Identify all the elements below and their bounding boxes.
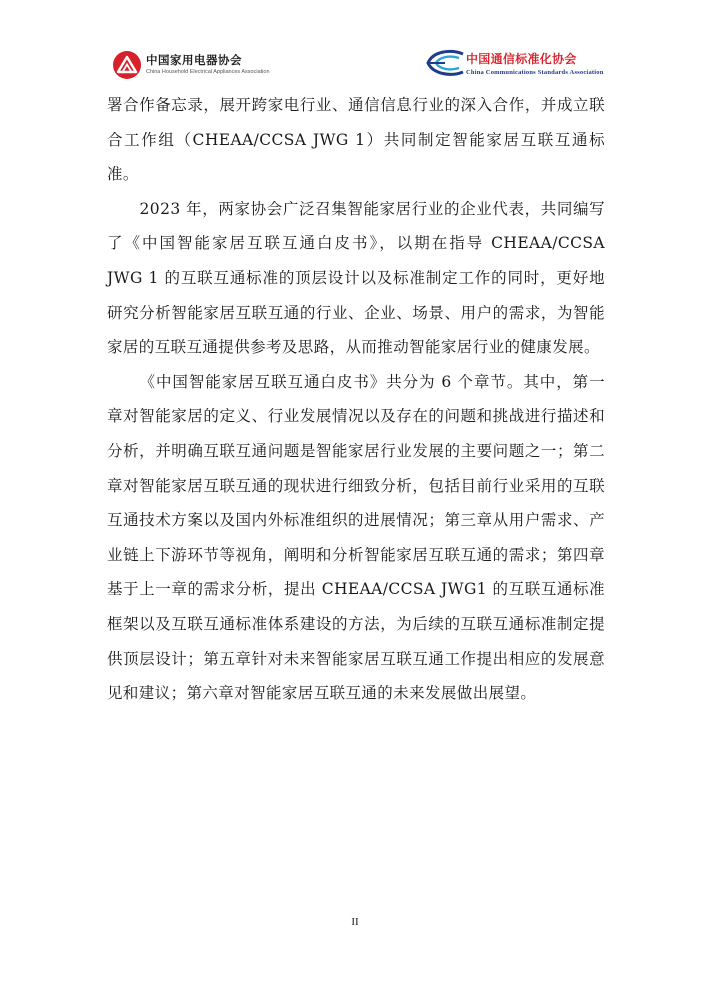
ccsa-name-cn: 中国通信标准化协会 bbox=[466, 52, 577, 66]
ccsa-org-name bbox=[466, 50, 604, 76]
paragraph-chapter-overview: 《中国智能家居互联互通白皮书》共分为 6 个章节。其中，第一章对智能家居的定义、行业发展情况以及存在的问题和挑战进行描述和分析，并明确互联互通问题是智能家居行业发展的主要问题之一；第二章对智能家居互联互通的现状进行细致分析，包括目前行业采用的互联互通技术方案以及国内外标准组织的进展情况；第三章从用户需求、产业链上下游环节等视角，阐明和分析智能家居互联互通的需求；第四章基于上一章的需求分析，提出 CHEAA/CCSA JWG1 的互联互通标准框架以及互联互通标准体系建设的方法，为后续的互联互通标准制定提供顶层设计；第五章针对未来智能家居互联互通工作提出相应的发展意见和建议；第六章对智能家居互联互通的未来发展做出展望。 bbox=[107, 372, 605, 703]
ccsa-name-en: China Communications Standards Association bbox=[466, 69, 604, 76]
cheaa-name-en: China Household Electrical Appliances Association bbox=[146, 69, 270, 75]
page-header bbox=[0, 0, 710, 80]
paragraph-continuation: 署合作备忘录，展开跨家电行业、通信信息行业的深入合作，并成立联合工作组（CHEAA/CCSA JWG 1）共同制定智能家居互联互通标准。 bbox=[107, 96, 605, 184]
cheaa-org-name bbox=[146, 52, 270, 75]
ccsa-logo-icon bbox=[425, 48, 465, 78]
cheaa-name-cn: 中国家用电器协会 bbox=[146, 53, 242, 67]
page-number: II bbox=[351, 916, 359, 928]
document-body bbox=[107, 88, 605, 711]
paragraph-whitepaper-intro: 2023 年，两家协会广泛召集智能家居行业的企业代表，共同编写了《中国智能家居互联互通白皮书》，以期在指导 CHEAA/CCSA JWG 1 的互联互通标准的顶层设计以及标准制定工作的同时，更好地研究分析智能家居互联互通的行业、企业、场景、用户的需求，为智能家居的互联互通提供参考及思路，从而推动智能家居行业的健康发展。 bbox=[107, 199, 605, 357]
cheaa-logo-icon bbox=[112, 50, 142, 80]
